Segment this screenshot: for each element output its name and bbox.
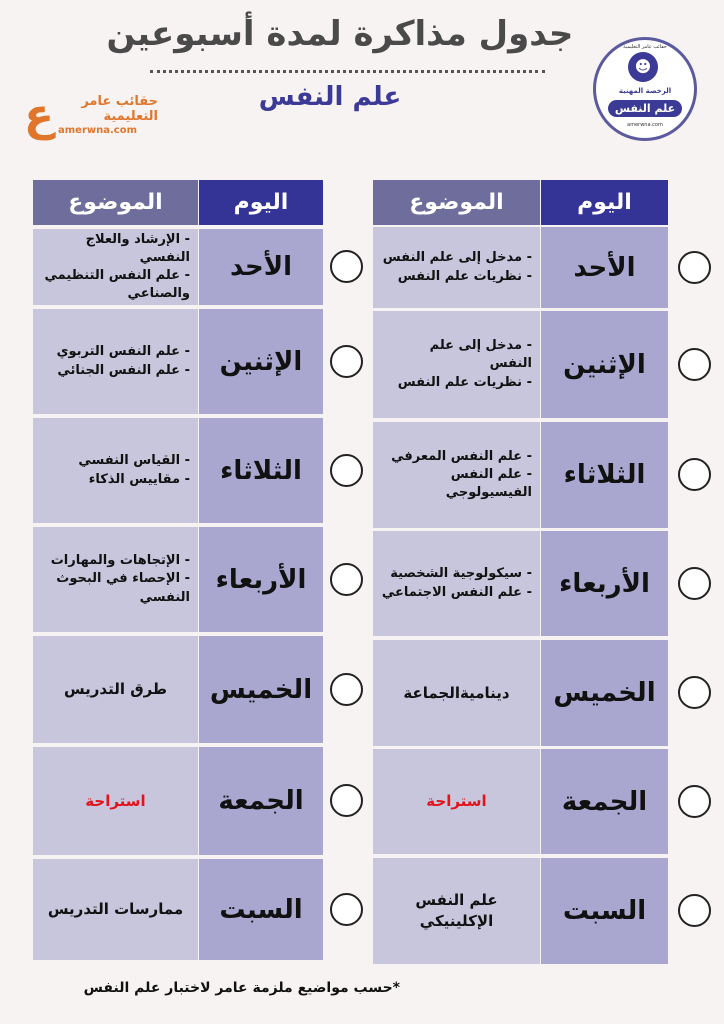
topic-line: - الإتجاهات والمهارات [50, 553, 190, 569]
completion-checkbox[interactable] [678, 251, 711, 284]
day-cell: الجمعة [199, 747, 323, 855]
completion-checkbox[interactable] [678, 348, 711, 381]
topic-list [48, 899, 183, 920]
topic-cell [373, 858, 540, 964]
header-day: اليوم [199, 180, 323, 225]
topic-list [382, 565, 532, 601]
topic-line: - مدخل إلى علم [429, 338, 532, 354]
topic-line: - مقاييس الذكاء [88, 471, 190, 487]
topic-cell [33, 229, 198, 305]
topic-line: الفيسيولوجي [445, 485, 532, 501]
page-title: جدول مذاكرة لمدة أسبوعين [106, 14, 574, 54]
topic-cell [33, 636, 198, 743]
brand-mark-icon: ع [24, 90, 55, 141]
topic-line: - الإرشاد والعلاج النفسي [85, 231, 190, 265]
dotted-divider [150, 70, 545, 73]
topic-line: - علم النفس التربوي [56, 344, 190, 360]
day-cell: الأحد [541, 227, 668, 308]
brand-logo [24, 92, 164, 142]
header-topic: الموضوع [33, 180, 198, 225]
topic-line: ممارسات التدريس [47, 900, 184, 918]
completion-checkbox[interactable] [678, 567, 711, 600]
day-cell: الأحد [199, 229, 323, 305]
brain-head-icon: ☻ [628, 52, 658, 82]
topic-line: - علم النفس التنظيمي [44, 268, 190, 283]
topic-list [57, 343, 190, 379]
completion-checkbox[interactable] [678, 676, 711, 709]
completion-checkbox[interactable] [330, 454, 363, 487]
completion-checkbox[interactable] [330, 673, 363, 706]
day-cell: السبت [541, 858, 668, 964]
rest-cell [33, 747, 198, 855]
completion-checkbox[interactable] [678, 894, 711, 927]
topic-cell [33, 859, 198, 960]
license-badge-logo [593, 37, 697, 141]
topic-list [64, 679, 167, 700]
topic-line: - الإحصاء في البحوث [56, 571, 190, 587]
topic-cell [33, 418, 198, 523]
day-cell: السبت [199, 859, 323, 960]
day-cell: الإثنين [541, 311, 668, 418]
topic-line: - نظريات علم النفس [397, 268, 532, 284]
topic-list [78, 452, 190, 488]
topic-line: - القياس النفسي [78, 453, 190, 469]
day-cell: الثلاثاء [541, 422, 668, 528]
topic-cell [373, 227, 540, 308]
topic-cell [33, 527, 198, 632]
day-cell: الأربعاء [541, 531, 668, 636]
day-cell: الخميس [541, 640, 668, 746]
completion-checkbox[interactable] [330, 250, 363, 283]
topic-line: - علم النفس المعرفي [391, 448, 532, 464]
topic-line: الإكلينيكي [419, 912, 494, 930]
completion-checkbox[interactable] [330, 784, 363, 817]
topic-list [41, 231, 190, 304]
completion-checkbox[interactable] [330, 345, 363, 378]
day-cell: الأربعاء [199, 527, 323, 632]
completion-checkbox[interactable] [678, 785, 711, 818]
topic-line: - علم النفس الجنائي [57, 362, 190, 378]
topic-list [415, 890, 497, 932]
topic-line: استراحة [85, 791, 146, 810]
header-day: اليوم [541, 180, 668, 225]
topic-list [403, 683, 509, 704]
day-cell: الخميس [199, 636, 323, 743]
topic-line: - علم النفس الاجتماعي [381, 584, 532, 600]
day-cell: الإثنين [199, 309, 323, 414]
topic-line: استراحة [426, 792, 487, 810]
topic-list [85, 791, 145, 812]
badge-license-text: الرخصة المهنية [618, 87, 672, 95]
day-cell: الثلاثاء [199, 418, 323, 523]
footer-note: *حسب مواضيع ملزمة عامر لاختبار علم النفس [83, 980, 400, 996]
badge-pill: علم النفس [608, 100, 682, 117]
topic-cell [33, 309, 198, 414]
topic-line: طرق التدريس [63, 680, 168, 698]
topic-cell [373, 311, 540, 418]
completion-checkbox[interactable] [330, 563, 363, 596]
day-cell: الجمعة [541, 749, 668, 854]
topic-line: - سيكولوجية الشخصية [390, 566, 532, 582]
topic-cell [373, 422, 540, 528]
topic-list [398, 337, 532, 392]
badge-url: amerwna.com [627, 122, 663, 128]
brand-name-line2: التعليمية [103, 109, 158, 124]
topic-line: النفس [489, 356, 532, 372]
topic-line: - مدخل إلى علم النفس [382, 250, 532, 266]
badge-top-text: حقائب عامر التعليمية [623, 44, 667, 50]
topic-line: - نظريات علم النفس [397, 374, 532, 390]
rest-cell [373, 749, 540, 854]
completion-checkbox[interactable] [330, 893, 363, 926]
topic-list [383, 249, 532, 285]
page-subtitle: علم النفس [258, 82, 402, 112]
brand-name-line1: حقائب عامر [81, 94, 158, 109]
topic-cell [373, 531, 540, 636]
topic-cell [373, 640, 540, 746]
completion-checkbox[interactable] [678, 458, 711, 491]
topic-list [426, 791, 486, 812]
topic-line: ديناميةالجماعة [403, 683, 510, 702]
topic-line: والصناعي [127, 286, 190, 302]
brand-url: amerwna.com [58, 125, 138, 136]
topic-list [391, 448, 532, 503]
topic-line: - علم النفس [450, 466, 532, 482]
topic-list [51, 552, 190, 607]
topic-line: علم النفس [415, 891, 498, 909]
topic-line: النفسي [139, 589, 190, 605]
header-topic: الموضوع [373, 180, 540, 225]
